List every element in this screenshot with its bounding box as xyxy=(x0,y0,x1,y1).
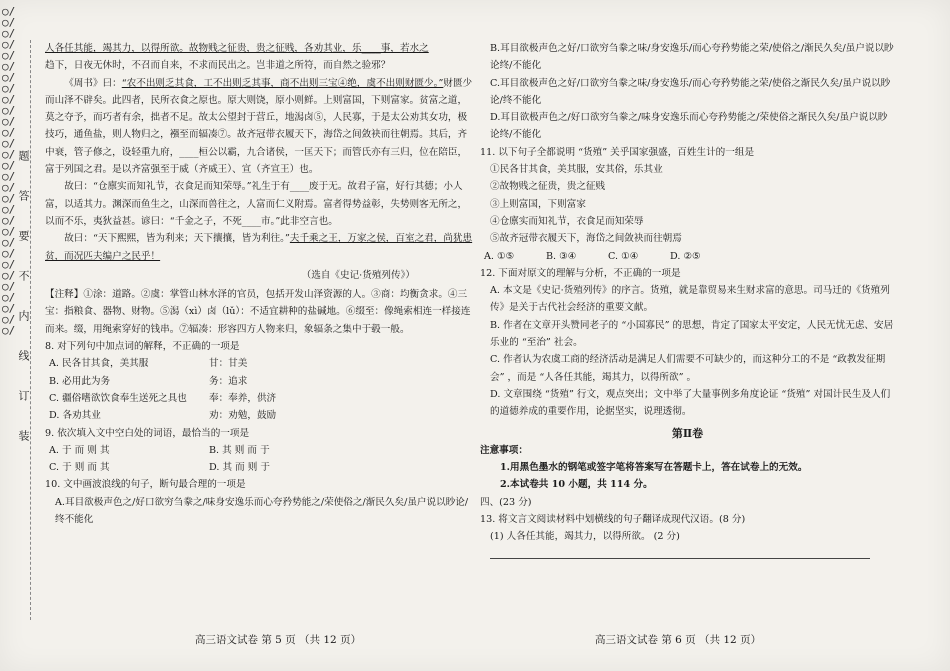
binding-label: 不 xyxy=(17,270,30,281)
passage-paragraph xyxy=(45,230,475,265)
q11-item: ①民各甘其食，美其服，安其俗，乐其业 xyxy=(490,164,663,176)
q13-sub-1: (1) 人各任其能，竭其力，以得所欲。 (2 分) xyxy=(490,531,680,543)
binding-label: 订 xyxy=(17,390,30,401)
underlined-sentence: 人各任其能，竭其力，以得所欲。故物贱之征贵，贵之征贱，各劝其业，乐____事，若水之 xyxy=(45,43,429,54)
passage-paragraph xyxy=(45,75,475,179)
page-5 xyxy=(45,40,475,528)
binding-labels xyxy=(17,150,31,470)
q11-option: C. ①④ xyxy=(608,250,639,262)
question-8: 8. 对下列句中加点词的解释，不正确的一项是 xyxy=(45,341,240,353)
q8-option-c: C. 疆俗嗜欲饮食奉生送死之具也 奉：奉养，供济 xyxy=(49,392,277,404)
q9-options-cd: C. 于 则 而 其 D. 其 而 则 于 xyxy=(49,462,270,474)
q8-option-d: D. 各劝其业 劝：劝勉，鼓励 xyxy=(49,410,277,422)
q10-option-a: A.耳目欲极声色之/好口欲穷刍豢之/味身安逸乐而心夸矜势能之/荣使俗之/渐民久矣/虽户说以眇论/终不能化 xyxy=(55,496,469,526)
question-11: 11. 以下句子全都说明 “货殖” 关乎国家强盛，百姓生计的一组是 xyxy=(480,146,755,158)
q11-option: B. ③④ xyxy=(546,250,577,262)
page-footer-5: 高三语文试卷 第 5 页 （共 12 页） xyxy=(195,634,362,646)
binding-label: 答 xyxy=(17,190,30,201)
binding-label: 内 xyxy=(17,310,30,321)
passage-source: （选自《史记·货殖列传》） xyxy=(301,269,415,281)
underlined-sentence: “农不出则乏其食，工不出则乏其事，商不出则三宝④绝，虞不出则财匮少。” xyxy=(121,77,444,89)
q11-item: ②故物贱之征贵，贵之征贱 xyxy=(490,181,606,193)
q11-item: ③上则富国，下则富家 xyxy=(490,198,586,210)
q12-option-d: D. 文章围绕 “货殖” 行文，观点突出；文中举了大量事例多角度论证 “货殖” 对国计民生及人们的道德养成的重要作用，论据坚实，说理透彻。 xyxy=(490,388,891,418)
binding-margin xyxy=(0,0,34,671)
q11-options xyxy=(480,248,895,265)
q11-item: ⑤故齐冠带衣履天下，海岱之间敛袂而往朝焉 xyxy=(490,233,682,245)
question-12: 12. 下面对原文的理解与分析，不正确的一项是 xyxy=(480,267,681,279)
notice-heading: 注意事项： xyxy=(480,444,528,456)
q8-option-a: A. 民各甘其食，美其服 甘：甘美 xyxy=(49,358,248,370)
part-2-title: 第Ⅱ卷 xyxy=(671,426,704,440)
notice-item: 2.本试卷共 10 小题，共 114 分。 xyxy=(500,479,653,491)
binding-label: 装 xyxy=(17,430,30,441)
question-10: 10. 文中画波浪线的句子，断句最合理的一项是 xyxy=(45,479,246,491)
page-footer-6: 高三语文试卷 第 6 页 （共 12 页） xyxy=(595,634,762,646)
question-13: 13. 将文言文阅读材料中划横线的句子翻译成现代汉语。(8 分) xyxy=(480,514,746,526)
q12-option-b: B. 作者在文章开头赞同老子的 “小国寡民” 的思想，肯定了国家太平安定，人民无忧无虑、安居乐业的 “至治” 社会。 xyxy=(490,319,894,349)
binding-label: 要 xyxy=(17,230,30,241)
q8-option-b: B. 必用此为务 务：追求 xyxy=(49,375,248,387)
q11-option: A. ①⑤ xyxy=(484,250,515,262)
page-6 xyxy=(480,40,895,559)
q12-option-a: A. 本文是《史记·货殖列传》的序言。货殖，就是靠贸易来生财求富的意思。司马迁的《货殖列传》是关于古代社会经济的重要文献。 xyxy=(490,285,890,314)
q10-option-d: D.耳目欲极声色之/好口欲穷刍豢之/味身安逸乐而心夸矜势能之/荣使俗之渐民久矣/虽户说以眇论终/不能化 xyxy=(490,112,888,141)
passage-paragraph xyxy=(45,40,475,57)
question-9: 9. 依次填入文中空白处的词语，最恰当的一项是 xyxy=(45,427,250,439)
q11-option: D. ②⑤ xyxy=(670,250,701,262)
underlined-sentence: 夫千乘之王，万家之侯，百室之君，尚犹患贫，而况匹夫编户之民乎！ xyxy=(45,233,473,262)
binding-label: 线 xyxy=(17,350,30,361)
paragraph-body: 财匮少而山泽不辟矣。此四者，民所衣食之原也。原大则饶，原小则鲜。上则富国，下则富家。贫富之道，莫之夺予，而巧者有余，拙者不足。故太公望封于营丘，地潟卤⑤，人民寡，于是太公劝其女功，极技巧，通鱼盐，则人物归之，襁至而辐凑⑦。故齐冠带衣履天下，海岱之间敛袂而往朝焉。其后，齐中衰，管子修之，设轻重九府，____桓公以霸，九合诸侯，一匡天下；而管氏亦有三归，位在陪臣，富于列国之君。是以齐富强至于威（齐威王）、宣（齐宣王）也。 xyxy=(45,77,473,176)
q9-options-ab: A. 于 而 则 其 B. 其 则 而 于 xyxy=(49,444,270,456)
binding-label: 题 xyxy=(17,150,30,161)
q10-option-b: B.耳目欲极声色之好/口欲穷刍豢之味/身安逸乐/而心夸矜势能之荣/使俗之/渐民久矣/虽户说以眇论终/不能化 xyxy=(490,43,894,72)
q12-option-c: C. 作者认为农虞工商的经济活动是满足人们需要不可缺少的，而这种分工的不是 “政教发征期会” ，而是 “人各任其能，竭其力，以得所欲” 。 xyxy=(490,354,886,383)
q10-option-c: C.耳目欲极声色之好/口欲穷刍豢之味/身安逸乐/而心夸矜势能之荣/使俗之渐民久矣/虽户说以眇论/终不能化 xyxy=(490,77,891,106)
quote-intro: 《周书》曰： xyxy=(64,77,122,89)
passage-paragraph: 趋下，日夜无休时，不召而自来，不求而民出之。岂非道之所符，而自然之验邪？ xyxy=(45,60,391,72)
paragraph-body: 故曰：“天下熙熙，皆为利来；天下攘攘，皆为利往。” xyxy=(64,233,290,245)
section-4-title: 四、(23 分) xyxy=(480,496,532,508)
answer-line xyxy=(490,548,870,559)
cut-marks: ○/○/○/○/○/○/○/○/○/○/○/○/○/○/○/○/○/○/○/○/○/○/○/○/○/○/○/○/○/○/ xyxy=(2,5,16,337)
passage-paragraph: 故曰：“仓廪实而知礼节，衣食足而知荣辱。”礼生于有____废于无。故君子富，好行其德；小人富，以适其力。渊深而鱼生之，山深而兽往之，人富而仁义附焉。富者得势益彰，失势则客无所之，以而不乐，夷狄益甚。谚曰：“千金之子，不死____市。”此非空言也。 xyxy=(45,181,468,227)
q11-item: ④仓廪实而知礼节，衣食足而知荣辱 xyxy=(490,215,644,227)
notice-item: 1.用黑色墨水的钢笔或签字笔将答案写在答题卡上，答在试卷上的无效。 xyxy=(500,462,808,474)
annotation-notes: 【注释】①涂：道路。②虞：掌管山林水泽的官员，包括开发山泽资源的人。③商：均衡贪求。④三宝：指粮食、器物、财物。⑤潟（xì）卤（lǔ）：不适宜耕种的盐碱地。⑥缀至：像绳索相连一样接连而来。缀，用绳索穿好的钱串。⑦辐凑：形容四方人物来归，象辐条之集中于毂一般。 xyxy=(45,289,471,335)
